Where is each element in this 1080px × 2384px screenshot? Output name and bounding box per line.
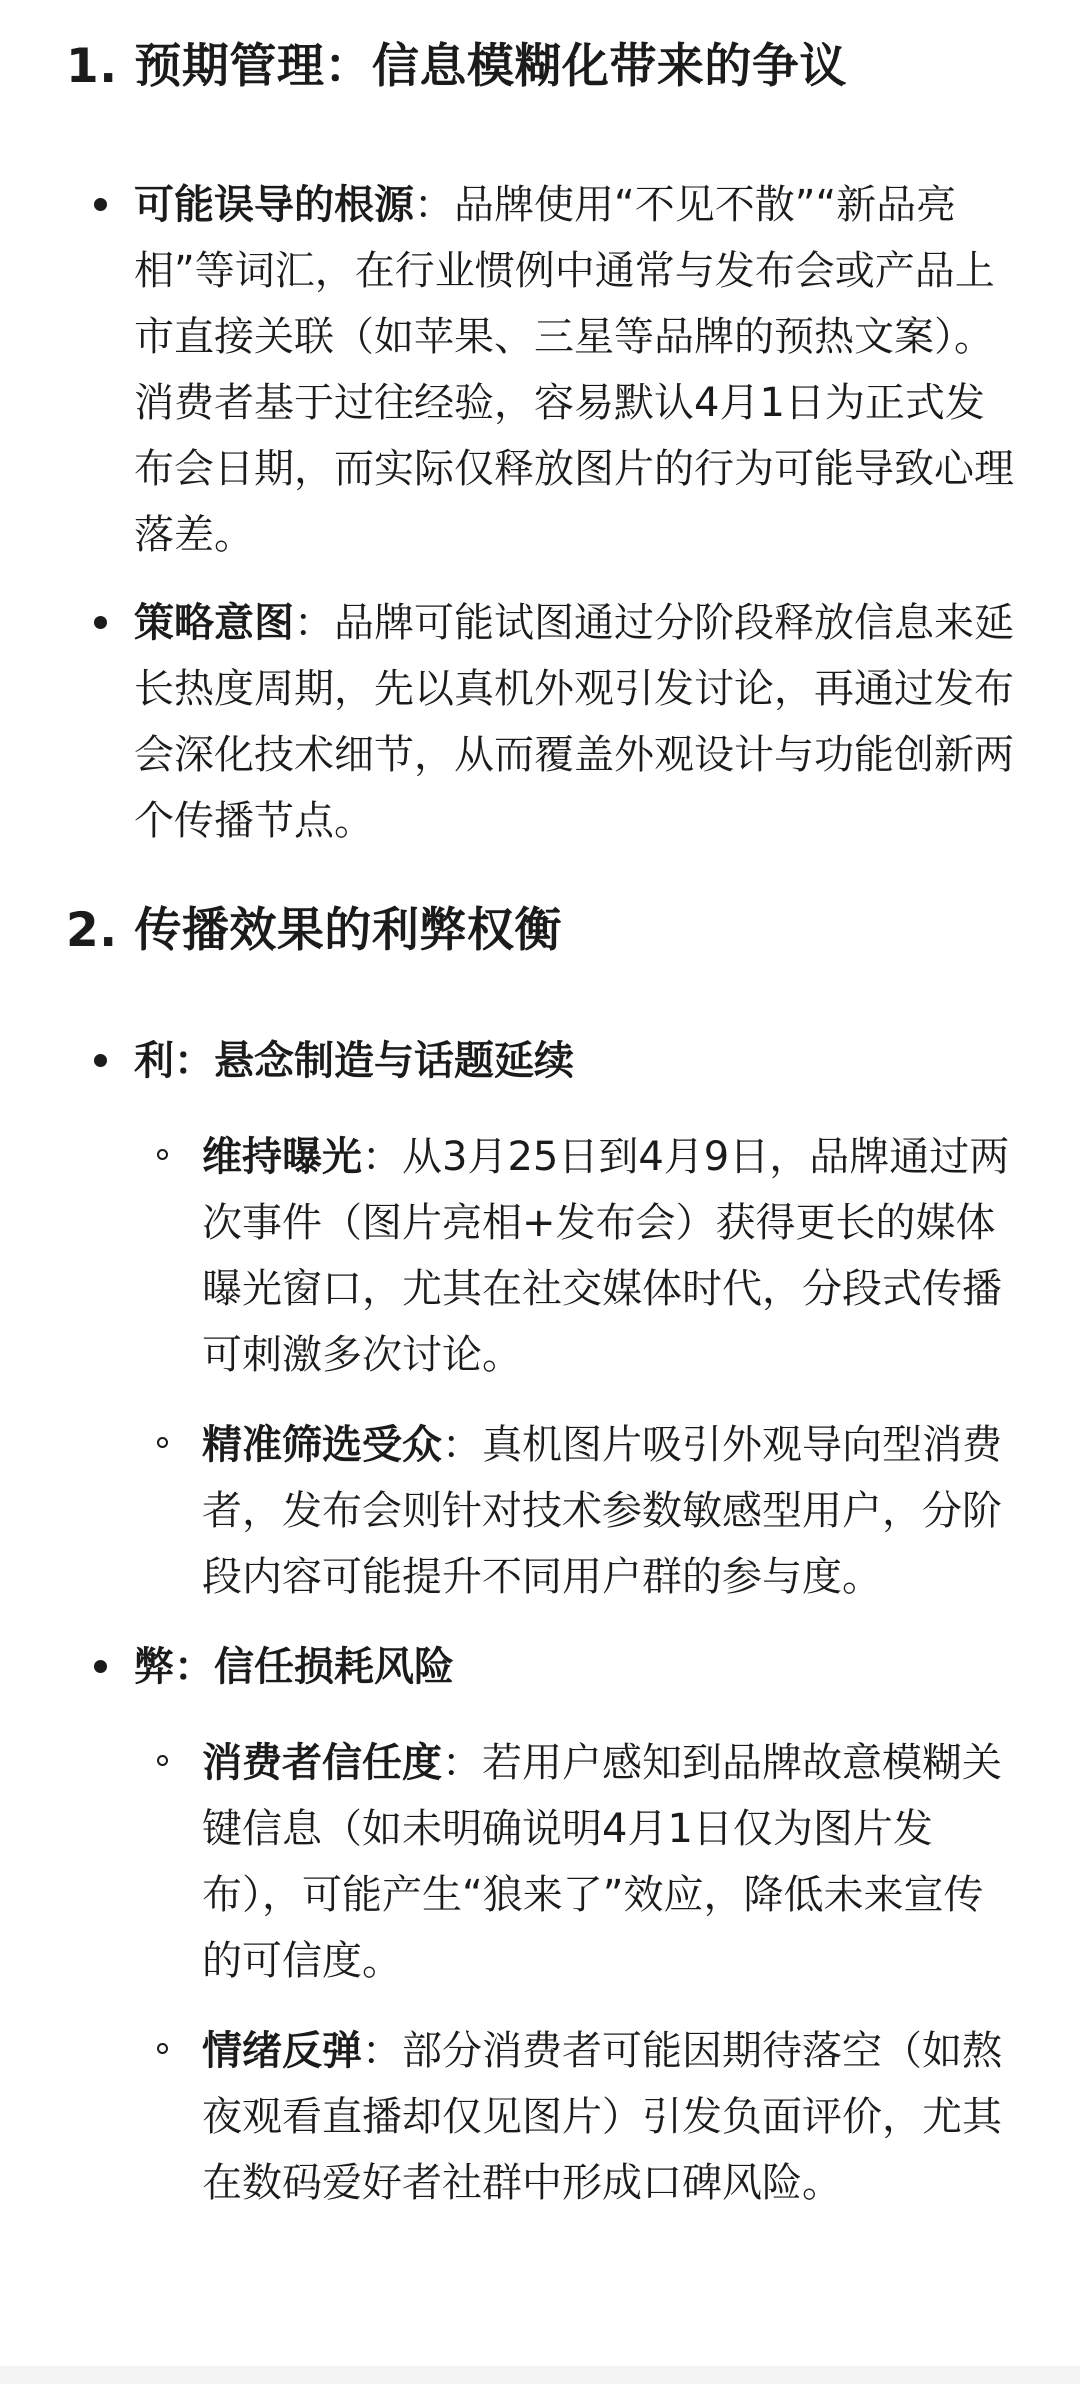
list-item-pros bbox=[66, 1028, 1014, 1610]
term-description: ：部分消费者可能因期待落空（如熬夜观看直播却仅见图片）引发负面评价，尤其在数码爱好者社群中形成口碑风险。 bbox=[202, 2028, 1002, 2206]
bullet-list-section-2 bbox=[66, 1028, 1014, 2216]
bullet-disc-icon bbox=[94, 1054, 107, 1067]
term-label: 策略意图 bbox=[134, 600, 294, 646]
section-title-expectation-management: 1. 预期管理：信息模糊化带来的争议 bbox=[66, 39, 847, 94]
list-item-cons bbox=[66, 1634, 1014, 2216]
term-label: 消费者信任度 bbox=[202, 1740, 442, 1786]
term-description: ：若用户感知到品牌故意模糊关键信息（如未明确说明4月1日仅为图片发布），可能产生“狼来了”效应，降低未来宣传的可信度。 bbox=[202, 1740, 1002, 1984]
sublist-item-backlash bbox=[134, 2018, 1014, 2216]
sublist-item-exposure bbox=[134, 1124, 1014, 1388]
bullet-circle-icon bbox=[157, 1437, 168, 1448]
sublist-item-audience bbox=[134, 1412, 1014, 1610]
pros-heading: 利：悬念制造与话题延续 bbox=[134, 1038, 574, 1084]
term-label: 情绪反弹 bbox=[202, 2028, 362, 2074]
term-label: 可能误导的根源 bbox=[134, 182, 414, 228]
cons-sublist bbox=[134, 1730, 1014, 2216]
list-item-misleading-source bbox=[66, 172, 1014, 568]
pros-sublist bbox=[134, 1124, 1014, 1610]
list-item-strategy-intent bbox=[66, 590, 1014, 854]
bullet-circle-icon bbox=[157, 1755, 168, 1766]
term-label: 维持曝光 bbox=[202, 1134, 362, 1180]
term-description: ：品牌可能试图通过分阶段释放信息来延长热度周期，先以真机外观引发讨论，再通过发布会深化技术细节，从而覆盖外观设计与功能创新两个传播节点。 bbox=[134, 600, 1014, 844]
bullet-circle-icon bbox=[157, 2043, 168, 2054]
section-title-tradeoffs: 2. 传播效果的利弊权衡 bbox=[66, 903, 562, 958]
bullet-list-section-1 bbox=[66, 172, 1014, 854]
term-description: ：从3月25日到4月9日，品牌通过两次事件（图片亮相+发布会）获得更长的媒体曝光窗口，尤其在社交媒体时代，分段式传播可刺激多次讨论。 bbox=[202, 1134, 1010, 1378]
bullet-disc-icon bbox=[94, 1660, 107, 1673]
sublist-item-trust bbox=[134, 1730, 1014, 1994]
term-description: ：品牌使用“不见不散”“新品亮相”等词汇，在行业惯例中通常与发布会或产品上市直接关联（如苹果、三星等品牌的预热文案）。消费者基于过往经验，容易默认4月1日为正式发布会日期，而实际仅释放图片的行为可能导致心理落差。 bbox=[134, 182, 1014, 558]
bullet-disc-icon bbox=[94, 616, 107, 629]
term-label: 精准筛选受众 bbox=[202, 1422, 442, 1468]
cons-heading: 弊：信任损耗风险 bbox=[134, 1644, 454, 1690]
term-description: ：真机图片吸引外观导向型消费者，发布会则针对技术参数敏感型用户，分阶段内容可能提升不同用户群的参与度。 bbox=[202, 1422, 1002, 1600]
bottom-edge bbox=[0, 2366, 1080, 2384]
bullet-disc-icon bbox=[94, 198, 107, 211]
bullet-circle-icon bbox=[157, 1149, 168, 1160]
